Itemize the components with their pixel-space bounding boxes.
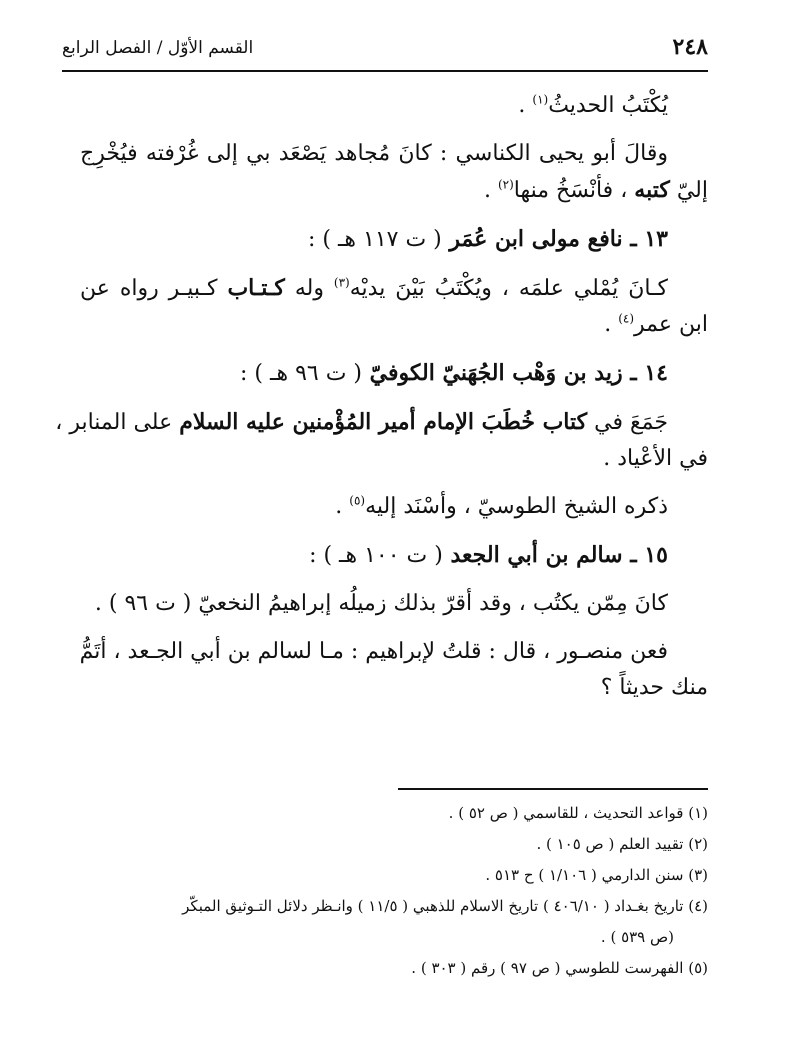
paragraph	[55, 404, 708, 477]
line-text: ، فأنْسَخُ منها	[513, 178, 635, 203]
entry-heading-15	[80, 537, 708, 574]
line-text: ابن عمر	[634, 312, 708, 337]
line-text: وله	[284, 276, 334, 301]
line-text: ذكره الشيخ الطوسيّ ، وأسْنَد إليه	[365, 494, 668, 519]
entry-heading-14	[80, 355, 708, 392]
footnote-ref: (٣)	[333, 275, 350, 290]
footnote-item-continuation: (ص ٥٣٩ ) .	[600, 928, 674, 946]
text-line: وقالَ أبو يحيى الكناسي : كانَ مُجاهد يَصْعَد بي إلى غُرْفته فيُخْرِج	[80, 141, 668, 166]
footnote-item: (١) قواعد التحديث ، للقاسمي ( ص ٥٢ ) .	[448, 804, 708, 822]
emphasis: كتاب خُطَبَ الإمام أمير المُؤْمنين عليه السلام	[179, 409, 588, 435]
line-end: .	[518, 93, 533, 118]
line-end: .	[335, 494, 350, 519]
text-line	[55, 404, 708, 441]
emphasis: كـتـاب	[227, 275, 285, 301]
heading-date: ( ت ١١٧ هـ ) :	[307, 227, 442, 252]
text-line	[80, 270, 708, 307]
running-header	[62, 30, 708, 72]
text-line	[80, 88, 708, 124]
footnote-ref: (٥)	[349, 493, 366, 508]
footnote-item: (٥) الفهرست للطوسي ( ص ٩٧ ) رقم ( ٣٠٣ ) .	[411, 959, 708, 977]
heading-name: ١٥ ـ سالم بن أبي الجعد	[442, 542, 668, 568]
line-text: على المنابر ،	[55, 410, 180, 435]
footnote-ref: (٢)	[497, 177, 514, 192]
line-text: كـبيـر رواه عن	[80, 276, 228, 301]
text-line	[80, 172, 708, 209]
text-line: فعن منصـور ، قال : قلتُ لإبراهيم : مـا لسالم بن أبي الجـعد ، أتَمُّ	[79, 639, 668, 664]
text-line	[80, 489, 708, 525]
emphasis: كتبه	[634, 177, 670, 203]
line-text: كـانَ يُمْلي علمَه ، ويُكْتَبُ بَيْنَ يديْه	[349, 276, 668, 301]
heading-date: ( ت ١٠٠ هـ ) :	[309, 543, 443, 568]
heading-name: ١٣ ـ نافع مولى ابن عُمَر	[441, 226, 668, 252]
footnote-ref: (٤)	[618, 311, 635, 326]
line-end: .	[483, 178, 498, 203]
footnote-separator	[398, 788, 708, 790]
paragraph	[80, 270, 708, 343]
footnote-item: (٤) تاريخ بغـداد ( ٤٠٦/١٠ ) تاريخ الاسلام للذهبي ( ١١/٥ ) وانـظر دلائل التـوثيق المبكّر	[182, 897, 708, 915]
footnote-item: (٣) سنن الدارمي ( ١/١٠٦ ) ح ٥١٣ .	[485, 866, 708, 884]
text-line: كانَ مِمّن يكتُب ، وقد أقرّ بذلك زميلُه إبراهيمُ النخعيّ ( ت ٩٦ ) .	[94, 591, 668, 616]
section-title: القسم الأوّل / الفصل الرابع	[62, 38, 254, 58]
line-text: يُكْتَبُ الحديثُ	[548, 93, 668, 118]
text-line	[80, 307, 708, 343]
heading-date: ( ت ٩٦ هـ ) :	[240, 361, 362, 386]
page-number: ٢٤٨	[672, 34, 708, 60]
footnote-ref: (١)	[532, 92, 549, 107]
text-line: منك حديثاً ؟	[600, 675, 708, 700]
heading-name: ١٤ ـ زيد بن وَهْب الجُهَنيّ الكوفيّ	[361, 360, 668, 386]
line-end: .	[604, 312, 619, 337]
footnote-item: (٢) تقييد العلم ( ص ١٠٥ ) .	[536, 835, 708, 853]
main-text	[55, 88, 708, 706]
line-text: جَمَعَ في	[587, 410, 668, 435]
paragraph	[80, 634, 708, 706]
paragraph	[80, 136, 708, 209]
entry-heading-13	[80, 221, 708, 258]
line-text: إليّ	[669, 178, 708, 203]
text-line: في الأعْياد .	[603, 446, 708, 471]
footnotes	[80, 798, 708, 984]
